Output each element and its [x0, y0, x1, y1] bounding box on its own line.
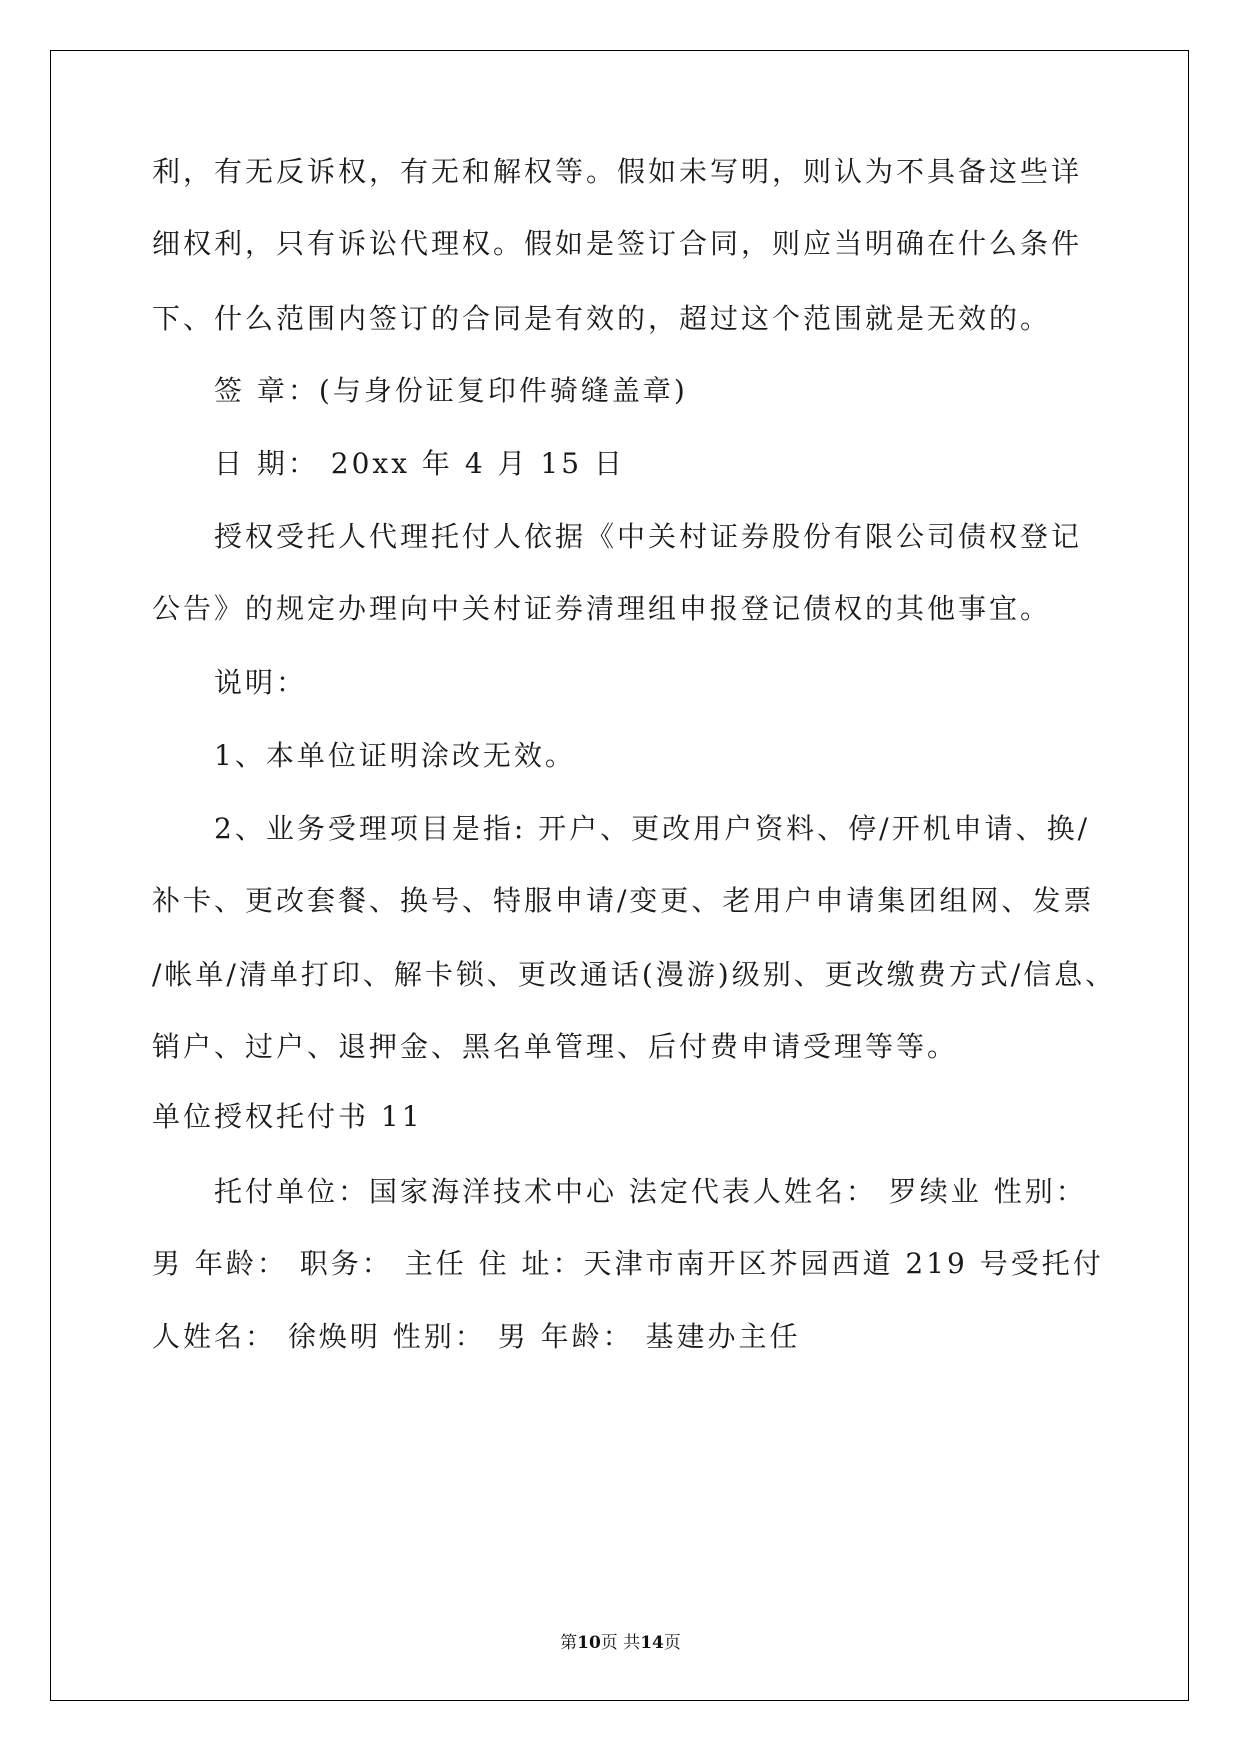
- body-text-line: 下、什么范围内签订的合同是有效的，超过这个范围就是无效的。: [152, 302, 1052, 335]
- notes-heading: 说明：: [214, 666, 308, 699]
- date-line: 日 期： 20xx 年 4 月 15 日: [214, 447, 625, 480]
- body-text-line: /帐单/清单打印、解卡锁、更改通话(漫游)级别、更改缴费方式/信息、: [152, 958, 1117, 991]
- note-item-1: 1、本单位证明涂改无效。: [214, 739, 576, 772]
- body-text-line: 授权受托人代理托付人依据《中关村证券股份有限公司债权登记: [214, 520, 1083, 553]
- body-text-line: 公告》的规定办理向中关村证券清理组申报登记债权的其他事宜。: [152, 592, 1052, 625]
- body-text-line: 男 年龄： 职务： 主任 住 址：天津市南开区芥园西道 219 号受托付: [152, 1247, 1104, 1280]
- footer-prefix: 第: [560, 1633, 578, 1653]
- seal-line: 签 章：(与身份证复印件骑缝盖章): [214, 374, 688, 407]
- current-page-number: 10: [577, 1633, 601, 1653]
- body-text-line: 利，有无反诉权，有无和解权等。假如未写明，则认为不具备这些详: [152, 155, 1083, 188]
- body-text-line: 销户、过户、退押金、黑名单管理、后付费申请受理等等。: [152, 1030, 959, 1063]
- body-text-line: 细权利，只有诉讼代理权。假如是签订合同，则应当明确在什么条件: [152, 227, 1083, 260]
- total-pages-number: 14: [640, 1633, 664, 1653]
- footer-mid: 页 共: [600, 1633, 641, 1653]
- page-border: [50, 50, 1189, 1701]
- note-item-2: 2、业务受理项目是指: 开户、更改用户资料、停/开机申请、换/: [214, 812, 1091, 845]
- section-title: 单位授权托付书 11: [152, 1100, 423, 1133]
- footer-suffix: 页: [663, 1633, 681, 1653]
- body-text-line: 补卡、更改套餐、换号、特服申请/变更、老用户申请集团组网、发票: [152, 884, 1095, 917]
- body-text-line: 托付单位：国家海洋技术中心 法定代表人姓名： 罗续业 性别：: [214, 1175, 1087, 1208]
- body-text-line: 人姓名： 徐焕明 性别： 男 年龄： 基建办主任: [152, 1320, 801, 1353]
- page-footer: [0, 1628, 1241, 1653]
